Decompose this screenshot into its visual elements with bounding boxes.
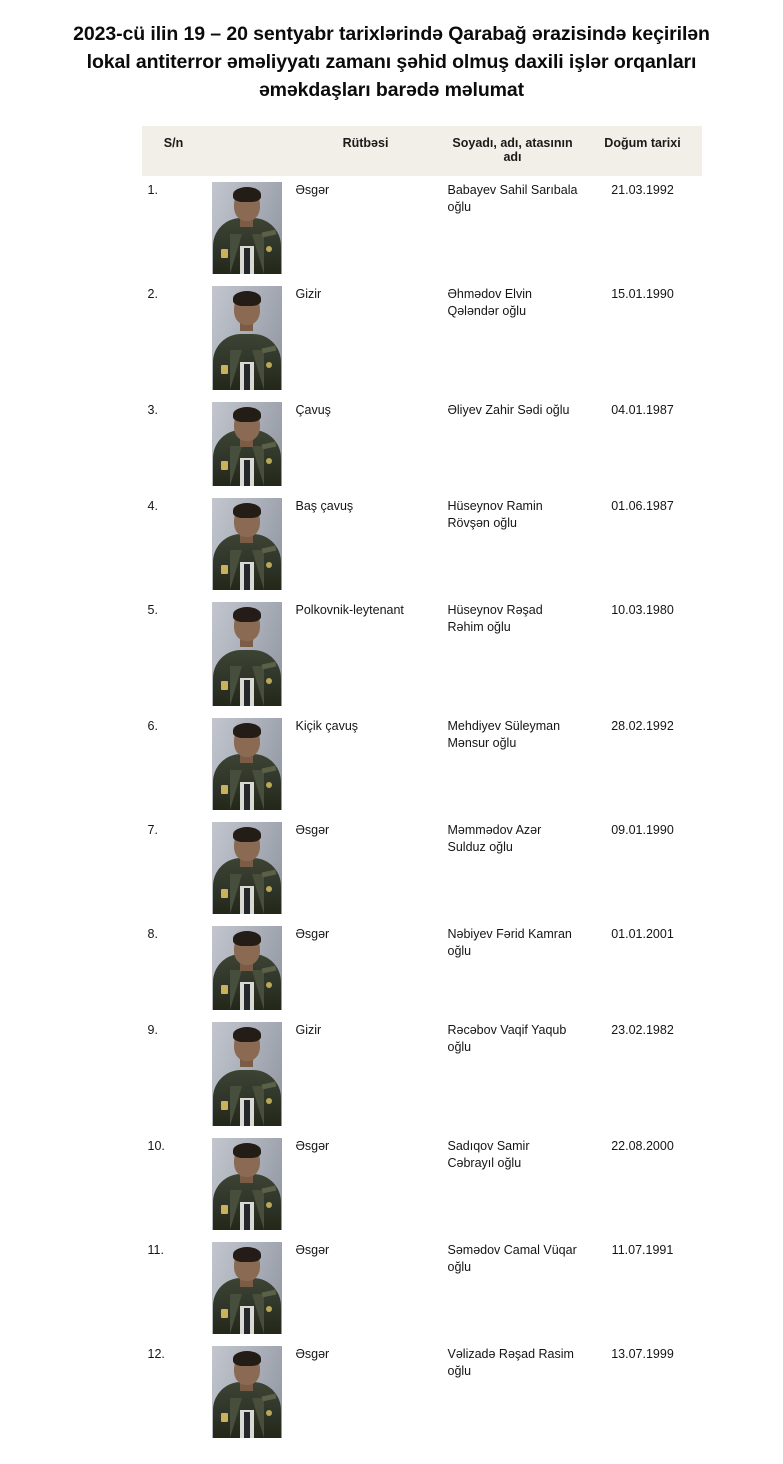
row-birth-date: 21.03.1992: [611, 183, 674, 197]
casualty-table: [142, 126, 702, 1444]
portrait-photo: [212, 602, 282, 706]
row-photo-cell: [206, 816, 290, 920]
row-full-name: Səmədov Camal Vüqar oğlu: [447, 1243, 577, 1274]
row-full-name: Əhmədov Elvin Qələndər oğlu: [447, 287, 532, 318]
row-rank: Gizir: [295, 287, 322, 301]
row-full-name: Əliyev Zahir Sədi oğlu: [447, 403, 570, 417]
row-birth-date: 01.06.1987: [611, 499, 674, 513]
row-rank: Baş çavuş: [295, 499, 354, 513]
row-birth-date: 13.07.1999: [611, 1347, 674, 1361]
row-index: 8.: [147, 927, 158, 941]
row-birth-date: 04.01.1987: [611, 403, 674, 417]
row-birth-date: 10.03.1980: [611, 603, 674, 617]
table-row: [142, 1340, 702, 1444]
row-full-name: Vəlizadə Rəşad Rasim oğlu: [447, 1347, 574, 1378]
row-photo-cell: [206, 492, 290, 596]
portrait-photo: [212, 286, 282, 390]
portrait-photo: [212, 926, 282, 1010]
row-index: 9.: [147, 1023, 158, 1037]
row-rank: Çavuş: [295, 403, 331, 417]
portrait-photo: [212, 1022, 282, 1126]
casualty-table-container: [142, 126, 681, 1444]
row-rank: Əsgər: [295, 1347, 330, 1361]
row-full-name: Hüseynov Ramin Rövşən oğlu: [447, 499, 543, 530]
row-birth-date: 22.08.2000: [611, 1139, 674, 1153]
row-rank: Əsgər: [295, 1139, 330, 1153]
column-header-rank: Rütbəsi: [290, 126, 442, 176]
row-photo-cell: [206, 1016, 290, 1132]
row-photo-cell: [206, 396, 290, 492]
row-photo-cell: [206, 1340, 290, 1444]
row-photo-cell: [206, 1236, 290, 1340]
portrait-photo: [212, 498, 282, 590]
row-photo-cell: [206, 920, 290, 1016]
page-title: 2023-cü ilin 19 – 20 sentyabr tarixlərində Qarabağ ərazisində keçirilən lokal antiterror əməliyyatı zamanı şəhid olmuş daxili işlər orqanları əməkdaşları barədə məlumat: [73, 23, 710, 101]
row-index: 1.: [147, 183, 158, 197]
portrait-photo: [212, 1346, 282, 1438]
row-rank: Əsgər: [295, 1243, 330, 1257]
row-rank: Əsgər: [295, 823, 330, 837]
column-header-sn: S/n: [142, 126, 206, 176]
table-header-row: [142, 126, 702, 176]
portrait-photo: [212, 718, 282, 810]
row-birth-date: 28.02.1992: [611, 719, 674, 733]
column-header-dob: Doğum tarixi: [584, 126, 702, 176]
table-row: [142, 712, 702, 816]
row-full-name: Babayev Sahil Sarıbala oğlu: [447, 183, 578, 214]
table-header: [142, 126, 702, 176]
portrait-photo: [212, 1138, 282, 1230]
row-photo-cell: [206, 1132, 290, 1236]
row-index: 5.: [147, 603, 158, 617]
row-birth-date: 11.07.1991: [611, 1243, 674, 1257]
table-row: [142, 1132, 702, 1236]
row-index: 6.: [147, 719, 158, 733]
row-index: 12.: [147, 1347, 165, 1361]
table-row: [142, 176, 702, 280]
row-rank: Gizir: [295, 1023, 322, 1037]
row-photo-cell: [206, 712, 290, 816]
row-full-name: Məmmədov Azər Sulduz oğlu: [447, 823, 542, 854]
table-row: [142, 1016, 702, 1132]
row-full-name: Nəbiyev Fərid Kamran oğlu: [447, 927, 572, 958]
row-birth-date: 15.01.1990: [611, 287, 674, 301]
column-header-name: Soyadı, adı, atasının adı: [442, 126, 584, 176]
row-full-name: Mehdiyev Süleyman Mənsur oğlu: [447, 719, 561, 750]
row-index: 11.: [147, 1243, 164, 1257]
row-photo-cell: [206, 280, 290, 396]
portrait-photo: [212, 402, 282, 486]
row-full-name: Rəcəbov Vaqif Yaqub oğlu: [447, 1023, 567, 1054]
portrait-photo: [212, 822, 282, 914]
row-photo-cell: [206, 596, 290, 712]
table-row: [142, 1236, 702, 1340]
table-row: [142, 596, 702, 712]
column-header-photo: [206, 126, 290, 176]
row-index: 4.: [147, 499, 158, 513]
row-photo-cell: [206, 176, 290, 280]
row-birth-date: 01.01.2001: [611, 927, 674, 941]
row-index: 7.: [147, 823, 158, 837]
row-rank: Əsgər: [295, 183, 330, 197]
row-index: 3.: [147, 403, 158, 417]
table-row: [142, 492, 702, 596]
row-index: 2.: [147, 287, 158, 301]
table-row: [142, 816, 702, 920]
portrait-photo: [212, 1242, 282, 1334]
table-row: [142, 920, 702, 1016]
row-rank: Kiçik çavuş: [295, 719, 359, 733]
table-row: [142, 396, 702, 492]
row-full-name: Sadıqov Samir Cəbrayıl oğlu: [447, 1139, 530, 1170]
row-rank: Əsgər: [295, 927, 330, 941]
row-birth-date: 09.01.1990: [611, 823, 674, 837]
row-rank: Polkovnik-leytenant: [295, 603, 404, 617]
portrait-photo: [212, 182, 282, 274]
table-body: [142, 176, 702, 1444]
table-row: [142, 280, 702, 396]
row-full-name: Hüseynov Rəşad Rəhim oğlu: [447, 603, 543, 634]
row-index: 10.: [147, 1139, 165, 1153]
row-birth-date: 23.02.1982: [611, 1023, 674, 1037]
